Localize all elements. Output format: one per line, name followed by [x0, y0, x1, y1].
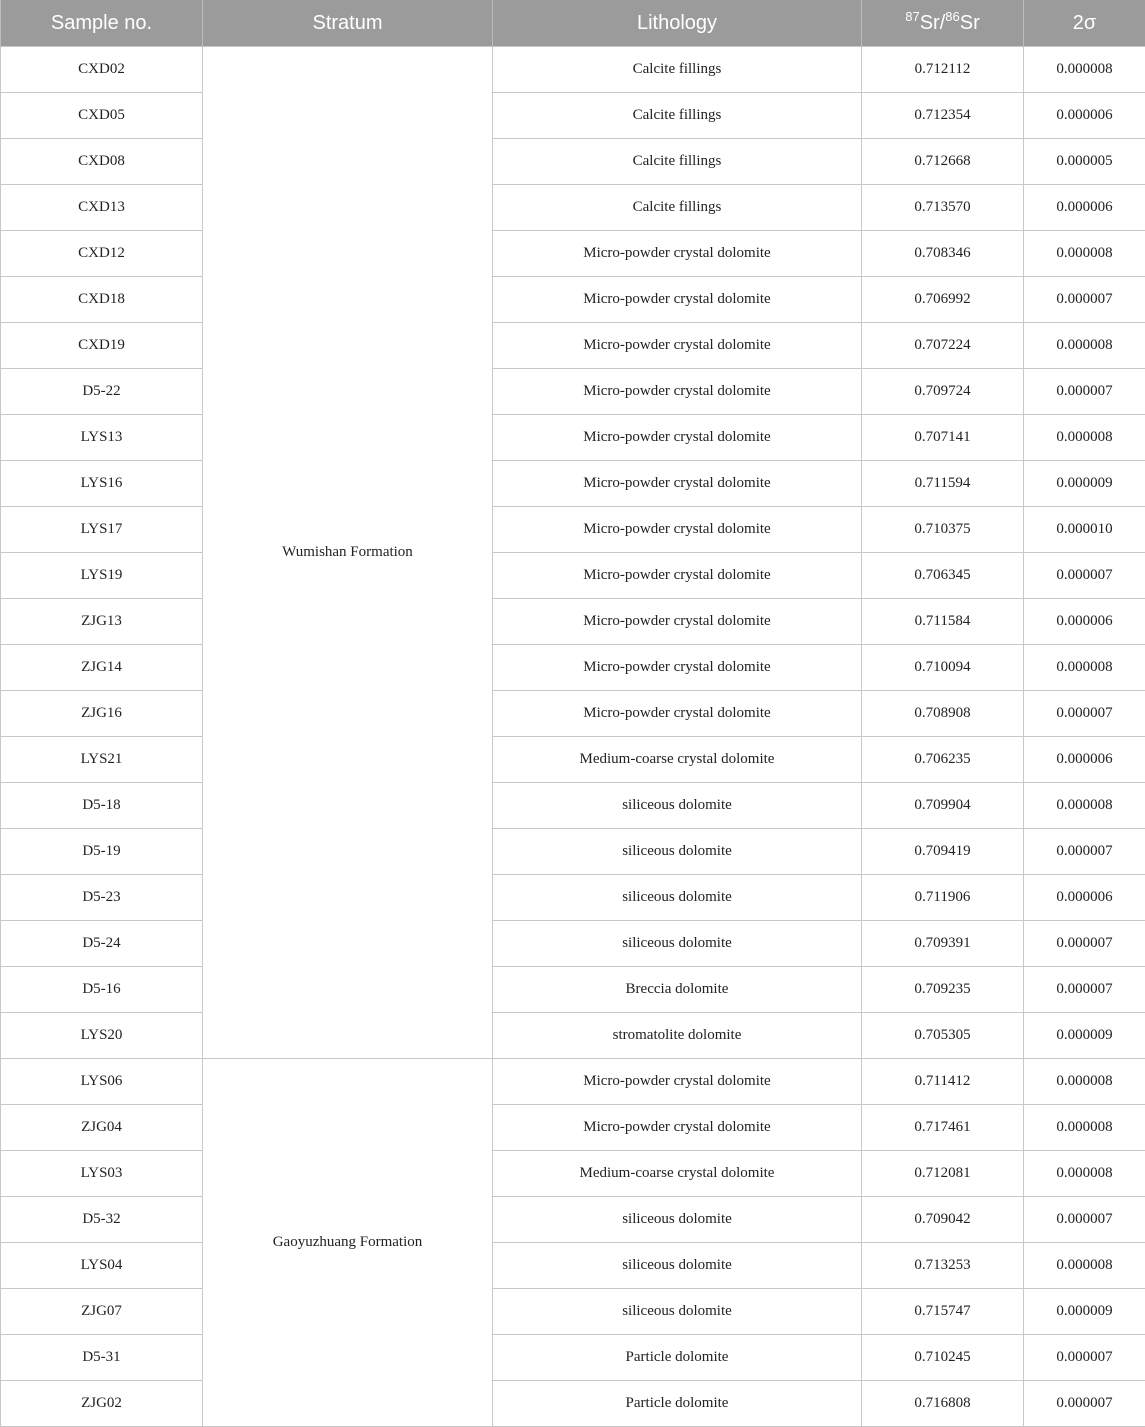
sample-cell: CXD02	[1, 47, 203, 93]
header-ratio-sr2: Sr	[960, 12, 980, 34]
sample-cell: LYS19	[1, 553, 203, 599]
ratio-cell: 0.709042	[862, 1197, 1024, 1243]
table-row	[1, 829, 1145, 875]
sample-cell: ZJG14	[1, 645, 203, 691]
sigma-cell: 0.000008	[1024, 1059, 1145, 1105]
table-row	[1, 415, 1145, 461]
sample-cell: ZJG04	[1, 1105, 203, 1151]
lithology-cell: Particle dolomite	[493, 1381, 862, 1427]
lithology-cell: Micro-powder crystal dolomite	[493, 415, 862, 461]
ratio-cell: 0.707224	[862, 323, 1024, 369]
ratio-cell: 0.713570	[862, 185, 1024, 231]
sigma-cell: 0.000006	[1024, 185, 1145, 231]
sample-cell: LYS03	[1, 1151, 203, 1197]
header-ratio-sup1: 87	[905, 9, 919, 24]
ratio-cell: 0.710094	[862, 645, 1024, 691]
stratum-cell: Gaoyuzhuang Formation	[203, 1059, 493, 1427]
header-lithology: Lithology	[493, 0, 862, 47]
table-row	[1, 783, 1145, 829]
sigma-cell: 0.000006	[1024, 599, 1145, 645]
sigma-cell: 0.000007	[1024, 1381, 1145, 1427]
ratio-cell: 0.705305	[862, 1013, 1024, 1059]
lithology-cell: Micro-powder crystal dolomite	[493, 645, 862, 691]
sample-cell: ZJG16	[1, 691, 203, 737]
lithology-cell: Particle dolomite	[493, 1335, 862, 1381]
sample-cell: CXD08	[1, 139, 203, 185]
table-row	[1, 1151, 1145, 1197]
lithology-cell: siliceous dolomite	[493, 1197, 862, 1243]
ratio-cell: 0.711412	[862, 1059, 1024, 1105]
sample-cell: LYS17	[1, 507, 203, 553]
table-row	[1, 691, 1145, 737]
table-row	[1, 47, 1145, 93]
sample-cell: CXD18	[1, 277, 203, 323]
table-row	[1, 875, 1145, 921]
ratio-cell: 0.709391	[862, 921, 1024, 967]
sample-cell: D5-18	[1, 783, 203, 829]
sample-cell: ZJG02	[1, 1381, 203, 1427]
table-row	[1, 1197, 1145, 1243]
sample-cell: LYS21	[1, 737, 203, 783]
header-stratum: Stratum	[203, 0, 493, 47]
sample-cell: ZJG13	[1, 599, 203, 645]
ratio-cell: 0.712354	[862, 93, 1024, 139]
ratio-cell: 0.709904	[862, 783, 1024, 829]
table-row	[1, 277, 1145, 323]
sigma-cell: 0.000007	[1024, 691, 1145, 737]
sample-cell: D5-23	[1, 875, 203, 921]
sigma-cell: 0.000008	[1024, 1151, 1145, 1197]
lithology-cell: Micro-powder crystal dolomite	[493, 553, 862, 599]
ratio-cell: 0.708346	[862, 231, 1024, 277]
table-row	[1, 645, 1145, 691]
lithology-cell: stromatolite dolomite	[493, 1013, 862, 1059]
lithology-cell: siliceous dolomite	[493, 829, 862, 875]
table-body	[1, 47, 1145, 1427]
ratio-cell: 0.712668	[862, 139, 1024, 185]
ratio-cell: 0.717461	[862, 1105, 1024, 1151]
lithology-cell: Calcite fillings	[493, 139, 862, 185]
lithology-cell: Micro-powder crystal dolomite	[493, 323, 862, 369]
lithology-cell: Micro-powder crystal dolomite	[493, 599, 862, 645]
header-sample: Sample no.	[1, 0, 203, 47]
table-row	[1, 93, 1145, 139]
sigma-cell: 0.000008	[1024, 783, 1145, 829]
header-sigma: 2σ	[1024, 0, 1145, 47]
lithology-cell: Calcite fillings	[493, 185, 862, 231]
ratio-cell: 0.709235	[862, 967, 1024, 1013]
ratio-cell: 0.715747	[862, 1289, 1024, 1335]
lithology-cell: siliceous dolomite	[493, 921, 862, 967]
ratio-cell: 0.711584	[862, 599, 1024, 645]
table-row	[1, 737, 1145, 783]
sigma-cell: 0.000007	[1024, 967, 1145, 1013]
lithology-cell: Micro-powder crystal dolomite	[493, 461, 862, 507]
sigma-cell: 0.000008	[1024, 231, 1145, 277]
sample-cell: D5-16	[1, 967, 203, 1013]
lithology-cell: Breccia dolomite	[493, 967, 862, 1013]
lithology-cell: Micro-powder crystal dolomite	[493, 277, 862, 323]
lithology-cell: Micro-powder crystal dolomite	[493, 231, 862, 277]
ratio-cell: 0.712112	[862, 47, 1024, 93]
table-row	[1, 553, 1145, 599]
table-row	[1, 1381, 1145, 1427]
stratum-cell: Wumishan Formation	[203, 47, 493, 1059]
lithology-cell: Medium-coarse crystal dolomite	[493, 1151, 862, 1197]
header-ratio-sr1: Sr/	[920, 12, 946, 34]
sigma-cell: 0.000007	[1024, 553, 1145, 599]
table-row	[1, 1289, 1145, 1335]
table-row	[1, 369, 1145, 415]
ratio-cell: 0.706235	[862, 737, 1024, 783]
lithology-cell: Micro-powder crystal dolomite	[493, 369, 862, 415]
lithology-cell: Micro-powder crystal dolomite	[493, 1059, 862, 1105]
table-row	[1, 1243, 1145, 1289]
sigma-cell: 0.000007	[1024, 1197, 1145, 1243]
sample-cell: D5-32	[1, 1197, 203, 1243]
sigma-cell: 0.000009	[1024, 1013, 1145, 1059]
sigma-cell: 0.000008	[1024, 645, 1145, 691]
sample-cell: LYS04	[1, 1243, 203, 1289]
header-ratio-sup2: 86	[945, 9, 959, 24]
sample-cell: CXD13	[1, 185, 203, 231]
table-row	[1, 599, 1145, 645]
ratio-cell: 0.712081	[862, 1151, 1024, 1197]
ratio-cell: 0.709419	[862, 829, 1024, 875]
ratio-cell: 0.713253	[862, 1243, 1024, 1289]
ratio-cell: 0.711594	[862, 461, 1024, 507]
sigma-cell: 0.000008	[1024, 1105, 1145, 1151]
sample-cell: D5-19	[1, 829, 203, 875]
ratio-cell: 0.716808	[862, 1381, 1024, 1427]
ratio-cell: 0.711906	[862, 875, 1024, 921]
table-row	[1, 1013, 1145, 1059]
table-row	[1, 185, 1145, 231]
lithology-cell: Micro-powder crystal dolomite	[493, 691, 862, 737]
header-row	[1, 0, 1145, 47]
table-row	[1, 139, 1145, 185]
sigma-cell: 0.000007	[1024, 1335, 1145, 1381]
sample-cell: CXD19	[1, 323, 203, 369]
table-row	[1, 461, 1145, 507]
table-row	[1, 1335, 1145, 1381]
ratio-cell: 0.706992	[862, 277, 1024, 323]
ratio-cell: 0.708908	[862, 691, 1024, 737]
lithology-cell: siliceous dolomite	[493, 1289, 862, 1335]
sample-cell: LYS16	[1, 461, 203, 507]
sigma-cell: 0.000008	[1024, 47, 1145, 93]
lithology-cell: Calcite fillings	[493, 93, 862, 139]
sample-cell: D5-24	[1, 921, 203, 967]
sigma-cell: 0.000007	[1024, 829, 1145, 875]
sigma-cell: 0.000008	[1024, 415, 1145, 461]
table-row	[1, 1105, 1145, 1151]
sigma-cell: 0.000006	[1024, 875, 1145, 921]
lithology-cell: Micro-powder crystal dolomite	[493, 507, 862, 553]
sample-cell: ZJG07	[1, 1289, 203, 1335]
sigma-cell: 0.000009	[1024, 461, 1145, 507]
sigma-cell: 0.000009	[1024, 1289, 1145, 1335]
sample-cell: LYS06	[1, 1059, 203, 1105]
sigma-cell: 0.000006	[1024, 737, 1145, 783]
sigma-cell: 0.000008	[1024, 323, 1145, 369]
header-ratio	[862, 0, 1024, 47]
sample-cell: D5-22	[1, 369, 203, 415]
ratio-cell: 0.709724	[862, 369, 1024, 415]
lithology-cell: siliceous dolomite	[493, 875, 862, 921]
table-row	[1, 507, 1145, 553]
lithology-cell: siliceous dolomite	[493, 1243, 862, 1289]
table-row	[1, 921, 1145, 967]
sigma-cell: 0.000005	[1024, 139, 1145, 185]
sample-cell: CXD05	[1, 93, 203, 139]
lithology-cell: Medium-coarse crystal dolomite	[493, 737, 862, 783]
lithology-cell: siliceous dolomite	[493, 783, 862, 829]
table-row	[1, 323, 1145, 369]
sigma-cell: 0.000007	[1024, 921, 1145, 967]
sigma-cell: 0.000010	[1024, 507, 1145, 553]
lithology-cell: Micro-powder crystal dolomite	[493, 1105, 862, 1151]
sample-cell: LYS20	[1, 1013, 203, 1059]
sigma-cell: 0.000008	[1024, 1243, 1145, 1289]
ratio-cell: 0.706345	[862, 553, 1024, 599]
sigma-cell: 0.000006	[1024, 93, 1145, 139]
sample-cell: CXD12	[1, 231, 203, 277]
table-row	[1, 231, 1145, 277]
lithology-cell: Calcite fillings	[493, 47, 862, 93]
sample-cell: LYS13	[1, 415, 203, 461]
ratio-cell: 0.710375	[862, 507, 1024, 553]
ratio-cell: 0.707141	[862, 415, 1024, 461]
sigma-cell: 0.000007	[1024, 369, 1145, 415]
table-row	[1, 1059, 1145, 1105]
sample-cell: D5-31	[1, 1335, 203, 1381]
table-header	[1, 0, 1145, 47]
ratio-cell: 0.710245	[862, 1335, 1024, 1381]
table-row	[1, 967, 1145, 1013]
sigma-cell: 0.000007	[1024, 277, 1145, 323]
